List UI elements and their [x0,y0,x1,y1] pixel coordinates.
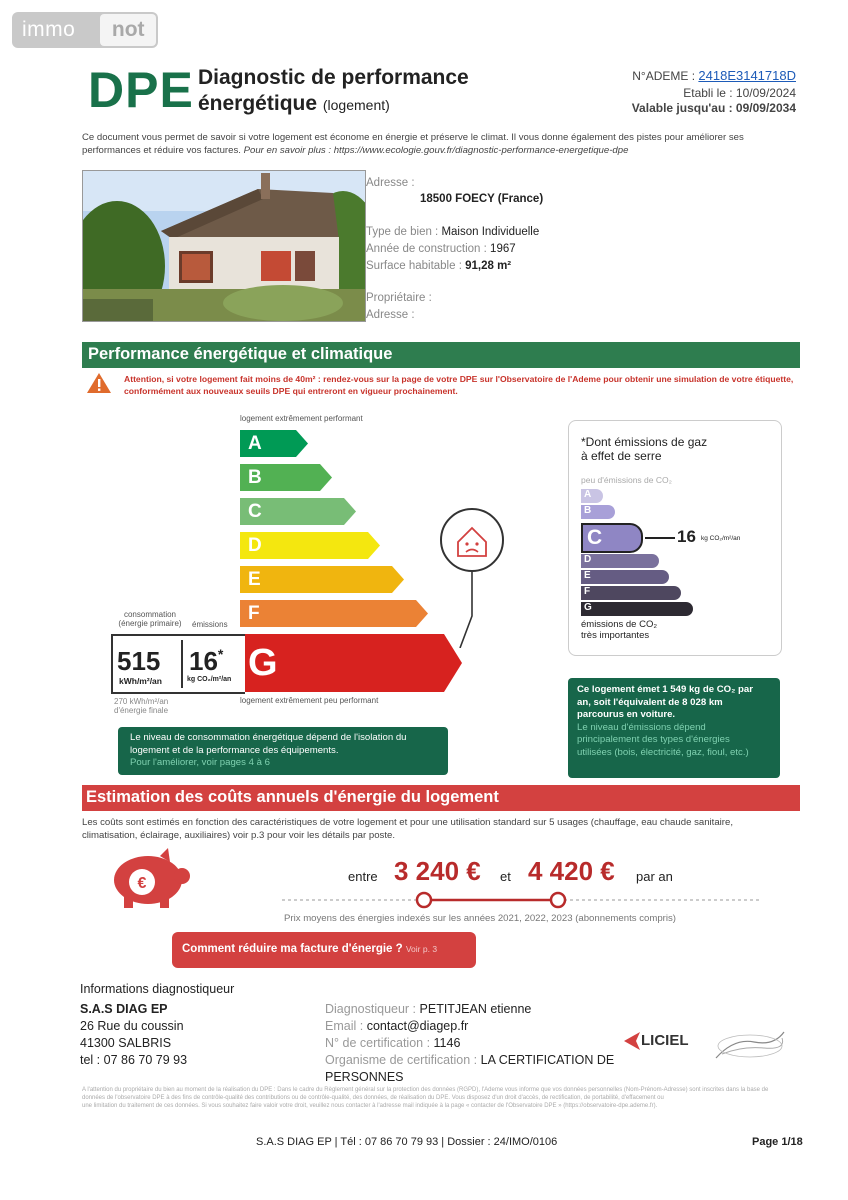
ges-letter-G: G [584,602,592,613]
diag-label: Diagnostiqueur : [325,1002,417,1016]
ges-note-line5: principalement des types d'énergies [577,734,730,745]
warning-line2: conformément aux nouveaux seuils DPE qui entreront en vigueur prochainement. [124,386,458,396]
reduce-bill-text [182,943,437,955]
grade-bar-A [240,430,308,457]
ges-bar-A [581,489,603,503]
valid-until-date: Valable jusqu'au : 09/09/2034 [631,101,796,115]
fine-line1: A l'attention du propriétaire du bien au moment de la réalisation du DPE : Dans le cadre du Règlement général sur la protection des données (RGPD), l'Ademe vous informe que vos données personnelles (Nom-Prénom-Adresse) sont inscrites dans la base de [82,1087,769,1093]
ges-letter-D: D [584,554,592,565]
ges-letter-E: E [584,570,591,581]
ges-note-line3: parcourus en voiture. [577,709,676,720]
warning-text [124,373,794,397]
fine-line3: une limitation du traitement de ces données. Si vous souhaitez faire valoir votre droit, veuillez nous contacter à l'adresse mail indiquée à la page « contacter de l'Observatoire DPE » (https://observatoire-dpe.ademe.fr). [82,1103,658,1109]
ademe-number-link[interactable]: 2418E3141718D [698,68,796,83]
cost-min: 3 240 € [394,856,481,886]
ges-high-caption-line2: très importantes [581,630,650,641]
grade-bar-D [240,532,380,559]
cost-max: 4 420 € [528,856,615,886]
intro-line1: Ce document vous permet de savoir si votre logement est économe en énergie et préserve le climat. Il vous donne également des pistes pour améliorer ses [82,132,744,143]
grade-letter-G: G [248,642,278,684]
ges-high-caption-line1: émissions de CO₂ [581,619,658,630]
consumption-info-text [130,732,407,770]
scale-top-caption: logement extrêmement performant [240,414,363,423]
ges-value: 16 [677,527,696,546]
diagnostician-details [325,1001,625,1086]
property-type-value: Maison Individuelle [441,226,540,238]
grade-letter-A: A [248,433,262,454]
grade-bar-F [240,600,428,627]
ges-bar-C-current [581,523,643,553]
ges-bar-E [581,570,669,584]
grade-bar-C [240,498,356,525]
emissions-label: émissions [192,620,228,629]
ges-letter-A: A [584,489,592,500]
living-surface-value: 91,28 m² [465,260,512,272]
consumption-info-box [118,727,448,775]
owner-label: Propriétaire : [366,292,432,304]
costs-section-header [82,785,800,811]
ges-bar-B [581,505,615,519]
cert-label: N° de certification : [325,1036,431,1050]
scale-bottom-caption: logement extrêmement peu performant [240,696,379,705]
emissions-value [189,646,223,677]
ges-bar-F [581,586,681,600]
sad-house-icon [430,498,514,653]
living-surface [366,260,511,272]
costs-desc-line2: climatisation, éclairage, auxiliaires) voir p.3 pour voir les détails par poste. [82,830,396,841]
established-date: Etabli le : 10/09/2024 [683,86,796,100]
diagnostician-city: 41300 SALBRIS [80,1036,172,1050]
ges-low-caption: peu d'émissions de CO₂ [581,475,672,485]
ges-pointer-line [645,537,675,539]
cost-and-label: et [500,869,511,884]
ges-note-line4: Le niveau d'émissions dépend [577,721,706,733]
ademe-number-line [632,68,796,83]
ges-label-box [568,420,782,656]
email-label: Email : [325,1019,364,1033]
ges-letter-F: F [584,586,591,597]
performance-title: Performance énergétique et climatique [88,345,393,363]
liciel-text: LICIEL [641,1032,689,1049]
owner-address-label: Adresse : [366,309,415,321]
cert-value: 1146 [433,1036,461,1050]
living-surface-label: Surface habitable : [366,260,462,272]
construction-year-label: Année de construction : [366,243,487,255]
intro-link[interactable]: Pour en savoir plus : https://www.ecologie.gouv.fr/diagnostic-performance-energetique-dpe [243,145,629,156]
org-value-line1: LA CERTIFICATION DE [480,1053,615,1067]
reduce-bill-callout[interactable] [172,932,476,968]
address-value: 18500 FOECY (France) [420,193,544,205]
cost-range-slider [282,890,762,915]
ges-title-line1: *Dont émissions de gaz [581,435,708,449]
construction-year [366,243,516,255]
house-photo [82,170,366,322]
intro-text [82,131,772,157]
property-type [366,226,539,238]
warning-line1: Attention, si votre logement fait moins de 40m² : rendez-vous sur la page de votre DPE sur l'Observatoire de l'Ademe pour obtenir une simulation de votre étiquette, [124,374,794,384]
footer-center: S.A.S DIAG EP | Tél : 07 86 70 79 93 | Dossier : 24/IMO/0106 [256,1136,558,1148]
diagnostician-company-block [80,1001,187,1069]
prices-note: Prix moyens des énergies indexés sur les années 2021, 2022, 2023 (abonnements compris) [284,913,676,924]
page-number: Page 1/18 [752,1136,803,1148]
consumption-label: consommation (énergie primaire) [118,610,182,628]
liciel-mark-icon [624,1032,642,1050]
consumption-value: 515 [117,646,161,676]
costs-title: Estimation des coûts annuels d'énergie du logement [86,788,499,806]
doc-title-suffix: (logement) [322,97,390,113]
watermark-part1: immo [22,18,76,41]
cost-between-label: entre [348,869,378,884]
ges-letter-C: C [587,526,603,549]
grade-bar-E [240,566,404,593]
house-illustration [83,171,365,321]
consumption-info-line3: Pour l'améliorer, voir pages 4 à 6 [130,757,270,768]
diagnostician-company: S.A.S DIAG EP [80,1002,168,1016]
diagnostician-phone: tel : 07 86 70 79 93 [80,1053,188,1067]
consumption-divider [181,640,183,688]
grade-letter-E: E [248,569,261,590]
emissions-star: * [217,646,224,662]
stamp-signature [714,1028,786,1067]
fine-line2: données de l'observatoire DPE à des fins de contrôle-qualité des contributions ou de contrôle-qualité, des données, de réalisation du DPE. Vous disposez d'un droit d'accès, de rectification, de portabilité, d'effacement ou [82,1095,664,1101]
email-value[interactable]: contact@diagep.fr [366,1019,469,1033]
performance-section-header [82,342,800,368]
ges-info-box [568,678,780,778]
piggy-bank-icon [104,848,192,915]
doc-title-line1: Diagnostic de performance [198,66,469,89]
costs-description [82,816,802,842]
grade-letter-D: D [248,535,262,556]
grade-bar-G-current [240,634,462,692]
dpe-logo: DPE [88,62,194,118]
grade-letter-C: C [248,501,262,522]
watermark-part2: not [100,14,156,46]
org-value-line2: PERSONNES [325,1070,404,1084]
address-label: Adresse : [366,177,415,189]
gdpr-fine-print [82,1086,802,1110]
diagnostician-street: 26 Rue du coussin [80,1019,184,1033]
reduce-bill-main: Comment réduire ma facture d'énergie ? [182,943,403,955]
doc-title-line2-text: énergétique [198,92,318,115]
ges-info-text [577,684,753,759]
ademe-label: N°ADEME : [632,69,696,83]
ges-title [581,435,707,463]
emissions-number: 16 [189,646,218,676]
warning-icon [86,372,112,399]
reduce-bill-ref: Voir p. 3 [405,944,438,954]
ges-bar-D [581,554,659,568]
costs-desc-line1: Les coûts sont estimés en fonction des caractéristiques de votre logement et pour une utilisation standard sur 5 usages (chauffage, eau chaude sanitaire, [82,817,733,828]
grade-bar-B [240,464,332,491]
consumption-box [111,634,245,694]
cost-per-year-label: par an [636,869,673,884]
ges-bar-G [581,602,693,616]
ges-note-line2: an, soit l'équivalent de 8 028 km [577,696,723,708]
ges-letter-B: B [584,505,592,516]
ges-title-line2: à effet de serre [581,449,662,463]
consumption-unit: kWh/m²/an [119,676,162,686]
diag-value: PETITJEAN etienne [419,1002,532,1016]
svg-text:€: € [137,875,147,892]
consumption-info-line1: Le niveau de consommation énergétique dépend de l'isolation du [130,732,407,743]
intro-line2: performances et réduire vos factures. [82,145,244,156]
diagnostician-section-title: Informations diagnostiqueur [80,982,235,996]
emissions-unit: kg CO₂/m²/an [187,676,232,683]
org-label: Organisme de certification : [325,1053,478,1067]
ges-note-line6: utilisées (bois, électricité, gaz, fioul, etc.) [577,746,749,758]
ges-unit: kg CO₂/m²/an [701,535,741,542]
property-type-label: Type de bien : [366,226,439,238]
ges-high-caption [581,619,657,641]
grade-letter-B: B [248,467,262,488]
watermark-logo [12,12,158,48]
grade-letter-F: F [248,603,260,624]
final-energy-note: 270 kWh/m²/an d'énergie finale [114,697,169,715]
ges-note-line1: Ce logement émet 1 549 kg de CO₂ par [577,684,753,695]
consumption-info-line2: logement et de la performance des équipements. [130,744,339,756]
doc-title-line2 [198,92,390,116]
construction-year-value: 1967 [490,243,516,255]
